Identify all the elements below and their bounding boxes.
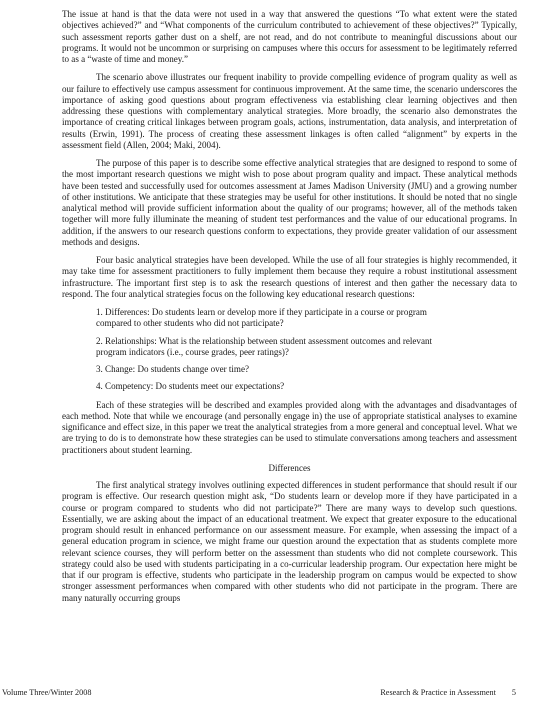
page-number: 5 bbox=[511, 688, 516, 697]
article-body bbox=[62, 9, 517, 611]
question-competency: 4. Competency: Do students meet our expectations? bbox=[96, 381, 285, 392]
research-questions-list bbox=[62, 307, 517, 393]
paragraph-description: Each of these strategies will be described and examples provided along with the advantages and disadvantages of each method. Note that while we encourage (and personally engage in) the use of appropriate statistical analyses to examine significance and effect size, in this paper we treat the analytical strategies from a more general and conceptual level. What we are trying to do is to demonstrate how these strategies can be used to stimulate conversations among teachers and assessment practitioners about student learning. bbox=[62, 399, 517, 455]
paragraph-purpose: The purpose of this paper is to describe some effective analytical strategies that are designed to respond to some of the most important research questions we might wish to pose about program quality and impact. These analytical methods have been tested and successfully used for outcomes assessment at James Madison University (JMU) and a growing number of other institutions. We anticipate that these strategies may be useful for other institutions. It should be noted that no single analytical method will provide sufficient information about the quality of our programs; however, all of the methods taken together will more fully illuminate the meaning of student test performances and the value of our educational programs. In addition, if the answers to our research questions conform to expectations, they provide greater validation of our assessment methods and designs. bbox=[62, 158, 517, 247]
paragraph-strategies: Four basic analytical strategies have been developed. While the use of all four strategies is highly recommended, it may take time for assessment practitioners to fully implement them because they require a robust institutional assessment infrastructure. The important first step is to ask the research questions of interest and then gather the necessary data to respond. The four analytical strategies focus on the following key educational research questions: bbox=[62, 255, 517, 299]
question-relationships: 2. Relationships: What is the relationship between student assessment outcomes and relevant program indicators (i.e., course grades, peer ratings)? bbox=[96, 335, 433, 357]
page-footer bbox=[2, 688, 516, 697]
paragraph-scenario: The scenario above illustrates our frequent inability to provide compelling evidence of program quality as well as our failure to effectively use campus assessment for continuous improvement. At the same time, the scenario underscores the importance of asking good questions about program effectiveness via establishing clear learning objectives and then addressing these questions with complementary analytical strategies. More broadly, the scenario also demonstrates the importance of creating critical linkages between program goals, actions, instrumentation, data analysis, and interpretation of results (Erwin, 1991). The process of creating these assessment linkages is often called “alignment” by experts in the assessment field (Allen, 2004; Maki, 2004). bbox=[62, 72, 517, 150]
footer-journal-title: Research & Practice in Assessment bbox=[380, 688, 496, 697]
paragraph-differences: The first analytical strategy involves outlining expected differences in student performance that should result if our program is effective. Our research question might ask, “Do students learn or develop more if they have participated in a course or program compared to students who did not participate?” There are many ways to develop such questions. Essentially, we are asking about the impact of an educational treatment. We expect that greater exposure to the educational program should result in enhanced performance on our assessment measure. For example, when assessing the impact of a general education program in science, we might frame our question around the expectation that as students complete more relevant science courses, they will perform better on the assessment than students who did not complete coursework. This strategy could also be used with students participating in a co-curricular leadership program. Our expectation here might be that if our program is effective, students who participate in the leadership program on campus would be expected to show stronger assessment performances when compared with other students who did not participate in the program. There are many naturally occurring groups bbox=[62, 480, 517, 603]
footer-volume: Volume Three/Winter 2008 bbox=[2, 688, 92, 697]
paragraph-intro: The issue at hand is that the data were not used in a way that answered the questions “To what extent were the stated objectives achieved?” and “What components of the curriculum contributed to achievement of these objectives?” Typically, such assessment reports gather dust on a shelf, are not read, and do not contribute to meaningful discussions about our programs. It would not be uncommon or surprising on campuses where this occurs for assessment to be legitimately referred to as a “waste of time and money.” bbox=[62, 9, 517, 64]
question-change: 3. Change: Do students change over time? bbox=[96, 364, 250, 374]
footer-journal bbox=[366, 688, 516, 697]
section-heading-differences: Differences bbox=[268, 462, 311, 473]
question-differences: 1. Differences: Do students learn or develop more if they participate in a course or program compared to other students who did not participate? bbox=[96, 307, 427, 329]
